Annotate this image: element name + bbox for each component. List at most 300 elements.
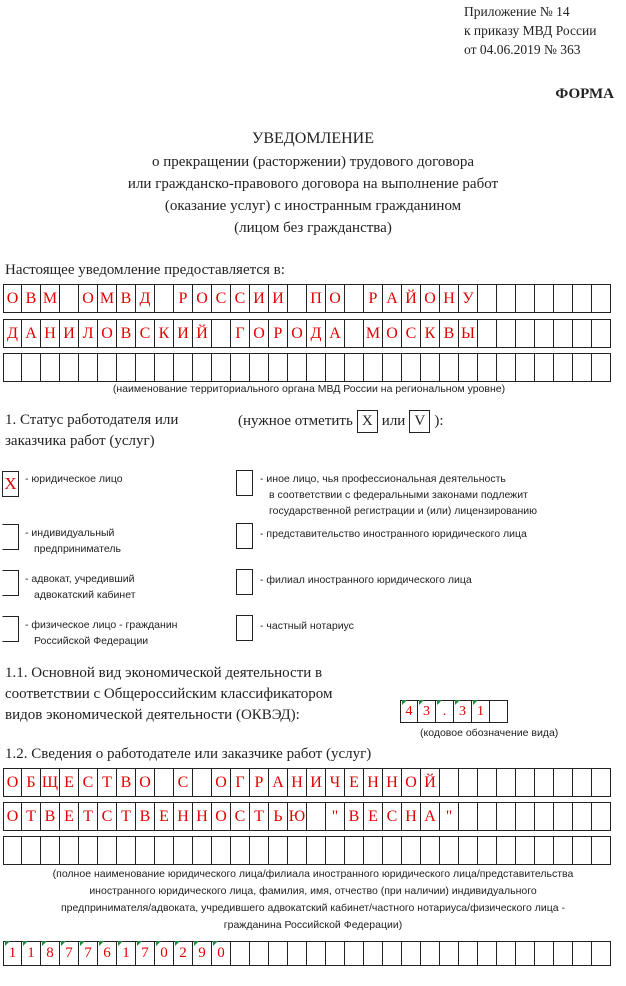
title-main: УВЕДОМЛЕНИЕ: [252, 130, 374, 147]
option-branch: - филиал иностранного юридического лица: [260, 574, 472, 586]
cell-marker: [194, 941, 199, 946]
char-cell[interactable]: 1: [3, 941, 22, 966]
cell-marker: [175, 941, 180, 946]
char-cell[interactable]: 0: [212, 941, 231, 966]
char-cell[interactable]: С: [402, 319, 421, 348]
cell-marker: [455, 700, 460, 705]
char-cell[interactable]: [402, 941, 421, 966]
char-cell[interactable]: [573, 836, 592, 865]
char-cell[interactable]: [554, 768, 573, 797]
char-cell[interactable]: [345, 836, 364, 865]
char-cell[interactable]: [307, 836, 326, 865]
char-cell[interactable]: [402, 836, 421, 865]
char-cell[interactable]: [573, 319, 592, 348]
appendix-label: [464, 2, 596, 59]
char-cell[interactable]: [307, 941, 326, 966]
char-cell[interactable]: [288, 284, 307, 313]
char-cell[interactable]: [155, 353, 174, 382]
char-cell[interactable]: К: [155, 319, 174, 348]
option-lawyer-line-1: - адвокат, учредивший: [25, 573, 135, 585]
char-cell[interactable]: [231, 836, 250, 865]
char-cell[interactable]: Г: [231, 319, 250, 348]
char-cell[interactable]: О: [3, 802, 22, 831]
char-cell[interactable]: [136, 353, 155, 382]
char-cell[interactable]: [459, 353, 478, 382]
employer-caption-line-3: предпринимателя/адвоката, учредившего адвокатский кабинет/частного нотариуса/физического лица -: [61, 902, 565, 914]
okved-label: [5, 663, 332, 726]
cell-marker: [118, 941, 123, 946]
char-cell[interactable]: 2: [174, 941, 193, 966]
char-cell[interactable]: [250, 941, 269, 966]
char-cell[interactable]: Е: [345, 768, 364, 797]
char-cell[interactable]: [478, 768, 497, 797]
char-cell[interactable]: Ь: [269, 802, 288, 831]
employer-caption-line-1: (полное наименование юридического лица/филиала иностранного юридического лица/представительства: [52, 868, 574, 880]
char-cell[interactable]: Ю: [288, 802, 307, 831]
char-cell[interactable]: [345, 319, 364, 348]
char-cell[interactable]: [269, 836, 288, 865]
char-cell[interactable]: О: [98, 319, 117, 348]
char-cell[interactable]: О: [212, 802, 231, 831]
char-cell[interactable]: [478, 353, 497, 382]
checkbox-other-person[interactable]: [236, 470, 253, 496]
char-cell[interactable]: Н: [440, 284, 459, 313]
employer-row-3[interactable]: [3, 836, 611, 865]
option-lawyer-line-2: адвокатский кабинет: [34, 589, 136, 601]
char-cell[interactable]: [516, 319, 535, 348]
char-cell[interactable]: [478, 284, 497, 313]
char-cell[interactable]: [3, 353, 22, 382]
char-cell[interactable]: [478, 319, 497, 348]
char-cell[interactable]: И: [307, 768, 326, 797]
option-legal-entity: - юридическое лицо: [25, 473, 123, 485]
title-sub-3: (оказание услуг) с иностранным гражданином: [164, 198, 462, 214]
char-cell[interactable]: В: [117, 319, 136, 348]
char-cell[interactable]: А: [269, 768, 288, 797]
title-sub-4: (лицом без гражданства): [234, 220, 392, 236]
char-cell[interactable]: О: [250, 319, 269, 348]
recipient-label: Настоящее уведомление предоставляется в:: [5, 262, 285, 278]
employer-caption-line-2: иностранного юридического лица, фамилия, имя, отчество (при наличии) индивидуального: [89, 885, 537, 897]
mark-x-example: X: [357, 410, 378, 433]
cell-marker: [99, 941, 104, 946]
char-cell[interactable]: [269, 353, 288, 382]
char-cell[interactable]: [554, 319, 573, 348]
char-cell[interactable]: [98, 836, 117, 865]
char-cell[interactable]: Е: [60, 802, 79, 831]
char-cell[interactable]: С: [136, 319, 155, 348]
char-cell[interactable]: [3, 836, 22, 865]
recipient-row-3[interactable]: [3, 353, 611, 382]
option-entrepreneur-line-1: - индивидуальный: [25, 527, 115, 539]
char-cell[interactable]: А: [421, 802, 440, 831]
char-cell[interactable]: В: [41, 802, 60, 831]
char-cell[interactable]: [193, 768, 212, 797]
char-cell[interactable]: [573, 353, 592, 382]
okved-caption: (кодовое обозначение вида): [420, 727, 559, 739]
char-cell[interactable]: [478, 802, 497, 831]
char-cell[interactable]: [136, 836, 155, 865]
inn-cells[interactable]: [3, 941, 611, 966]
char-cell[interactable]: [421, 941, 440, 966]
char-cell[interactable]: [497, 802, 516, 831]
appendix-line-3: от 04.06.2019 № 363: [464, 42, 581, 57]
appendix-line-1: Приложение № 14: [464, 4, 570, 19]
char-cell[interactable]: И: [60, 319, 79, 348]
checkbox-notary[interactable]: [236, 615, 253, 641]
char-cell[interactable]: [117, 836, 136, 865]
mark-v-example: V: [409, 410, 430, 433]
char-cell[interactable]: [231, 941, 250, 966]
char-cell[interactable]: Н: [383, 768, 402, 797]
char-cell[interactable]: О: [212, 768, 231, 797]
char-cell[interactable]: [250, 836, 269, 865]
char-cell[interactable]: 7: [79, 941, 98, 966]
char-cell[interactable]: 8: [41, 941, 60, 966]
cell-marker: [419, 700, 424, 705]
char-cell[interactable]: [535, 802, 554, 831]
char-cell[interactable]: [117, 353, 136, 382]
char-cell[interactable]: Т: [250, 802, 269, 831]
char-cell[interactable]: [79, 353, 98, 382]
char-cell[interactable]: [307, 802, 326, 831]
char-cell[interactable]: В: [136, 802, 155, 831]
char-cell[interactable]: [516, 353, 535, 382]
char-cell[interactable]: [592, 353, 611, 382]
char-cell[interactable]: [573, 768, 592, 797]
char-cell[interactable]: 9: [193, 941, 212, 966]
char-cell[interactable]: [490, 700, 508, 723]
char-cell[interactable]: М: [41, 284, 60, 313]
char-cell[interactable]: [421, 353, 440, 382]
char-cell[interactable]: В: [440, 319, 459, 348]
char-cell[interactable]: [383, 353, 402, 382]
char-cell[interactable]: С: [231, 284, 250, 313]
char-cell[interactable]: С: [79, 768, 98, 797]
cell-marker: [402, 700, 407, 705]
cell-marker: [137, 941, 142, 946]
char-cell[interactable]: О: [3, 284, 22, 313]
char-cell[interactable]: [60, 836, 79, 865]
char-cell[interactable]: [60, 284, 79, 313]
char-cell[interactable]: 4: [400, 700, 418, 723]
char-cell[interactable]: О: [421, 284, 440, 313]
char-cell[interactable]: [193, 353, 212, 382]
char-cell[interactable]: [41, 836, 60, 865]
char-cell[interactable]: [98, 353, 117, 382]
char-cell[interactable]: [516, 284, 535, 313]
char-cell[interactable]: П: [307, 284, 326, 313]
char-cell[interactable]: Т: [117, 802, 136, 831]
char-cell[interactable]: С: [174, 768, 193, 797]
cell-marker: [23, 941, 28, 946]
char-cell[interactable]: [497, 768, 516, 797]
char-cell[interactable]: [592, 319, 611, 348]
char-cell[interactable]: Й: [421, 768, 440, 797]
char-cell[interactable]: К: [421, 319, 440, 348]
title-sub-2: или гражданско-правового договора на выполнение работ: [127, 176, 499, 192]
checkbox-individual[interactable]: [2, 616, 19, 642]
checkbox-legal-entity[interactable]: X: [2, 471, 19, 497]
char-cell[interactable]: [535, 941, 554, 966]
char-cell[interactable]: [174, 353, 193, 382]
char-cell[interactable]: 1: [472, 700, 490, 723]
document-title: [0, 127, 626, 239]
char-cell[interactable]: О: [3, 768, 22, 797]
char-cell[interactable]: С: [383, 802, 402, 831]
char-cell[interactable]: [459, 836, 478, 865]
char-cell[interactable]: Т: [98, 768, 117, 797]
char-cell[interactable]: [250, 353, 269, 382]
char-cell[interactable]: [440, 353, 459, 382]
char-cell[interactable]: [497, 353, 516, 382]
char-cell[interactable]: [326, 941, 345, 966]
char-cell[interactable]: [592, 284, 611, 313]
char-cell[interactable]: [288, 836, 307, 865]
char-cell[interactable]: [535, 284, 554, 313]
char-cell[interactable]: Г: [231, 768, 250, 797]
char-cell[interactable]: [193, 836, 212, 865]
char-cell[interactable]: Е: [364, 802, 383, 831]
char-cell[interactable]: И: [269, 284, 288, 313]
char-cell[interactable]: [383, 836, 402, 865]
option-entrepreneur-line-2: предприниматель: [34, 543, 121, 555]
okved-code-cells[interactable]: [400, 700, 508, 723]
char-cell[interactable]: И: [174, 319, 193, 348]
char-cell[interactable]: Р: [250, 768, 269, 797]
checkbox-entrepreneur[interactable]: [2, 524, 19, 550]
char-cell[interactable]: Е: [155, 802, 174, 831]
char-cell[interactable]: О: [383, 319, 402, 348]
char-cell[interactable]: [459, 941, 478, 966]
employer-title: 1.2. Сведения о работодателе или заказчике работ (услуг): [5, 746, 372, 762]
char-cell[interactable]: Н: [174, 802, 193, 831]
char-cell[interactable]: [478, 941, 497, 966]
char-cell[interactable]: [41, 353, 60, 382]
char-cell[interactable]: [22, 353, 41, 382]
char-cell[interactable]: О: [136, 768, 155, 797]
char-cell[interactable]: В: [345, 802, 364, 831]
char-cell[interactable]: [516, 802, 535, 831]
char-cell[interactable]: Й: [193, 319, 212, 348]
char-cell[interactable]: [288, 941, 307, 966]
char-cell[interactable]: [155, 836, 174, 865]
char-cell[interactable]: Л: [79, 319, 98, 348]
recipient-row-1[interactable]: [3, 284, 611, 313]
char-cell[interactable]: [592, 802, 611, 831]
char-cell[interactable]: [573, 802, 592, 831]
cell-marker: [437, 700, 442, 705]
char-cell[interactable]: Р: [364, 284, 383, 313]
char-cell[interactable]: В: [117, 768, 136, 797]
char-cell[interactable]: [307, 353, 326, 382]
char-cell[interactable]: [364, 353, 383, 382]
char-cell[interactable]: ": [440, 802, 459, 831]
char-cell[interactable]: Д: [3, 319, 22, 348]
char-cell[interactable]: О: [288, 319, 307, 348]
char-cell[interactable]: Р: [269, 319, 288, 348]
char-cell[interactable]: [383, 941, 402, 966]
char-cell[interactable]: [535, 353, 554, 382]
option-other-line-3: государственной регистрации и (или) лицензированию: [269, 505, 538, 517]
checkbox-representation[interactable]: [236, 523, 253, 549]
char-cell[interactable]: .: [436, 700, 454, 723]
char-cell[interactable]: С: [231, 802, 250, 831]
char-cell[interactable]: 0: [155, 941, 174, 966]
employer-row-2[interactable]: [3, 802, 611, 831]
char-cell[interactable]: [402, 353, 421, 382]
char-cell[interactable]: Н: [364, 768, 383, 797]
char-cell[interactable]: У: [459, 284, 478, 313]
char-cell[interactable]: [364, 836, 383, 865]
char-cell[interactable]: А: [383, 284, 402, 313]
char-cell[interactable]: [592, 768, 611, 797]
char-cell[interactable]: [497, 284, 516, 313]
char-cell[interactable]: [497, 836, 516, 865]
char-cell[interactable]: [421, 836, 440, 865]
employer-caption: [0, 866, 626, 934]
char-cell[interactable]: [345, 284, 364, 313]
char-cell[interactable]: [79, 836, 98, 865]
char-cell[interactable]: [288, 353, 307, 382]
char-cell[interactable]: Й: [402, 284, 421, 313]
char-cell[interactable]: [155, 284, 174, 313]
char-cell[interactable]: [554, 284, 573, 313]
char-cell[interactable]: [326, 836, 345, 865]
option-individual-line-1: - физическое лицо - гражданин: [25, 619, 178, 631]
char-cell[interactable]: М: [364, 319, 383, 348]
cell-marker: [5, 941, 10, 946]
char-cell[interactable]: Д: [136, 284, 155, 313]
option-notary: - частный нотариус: [260, 620, 354, 632]
char-cell[interactable]: [535, 836, 554, 865]
char-cell[interactable]: Ы: [459, 319, 478, 348]
cell-marker: [61, 941, 66, 946]
status-title: [5, 410, 178, 452]
checkbox-branch[interactable]: [236, 569, 253, 595]
char-cell[interactable]: В: [22, 284, 41, 313]
char-cell[interactable]: [554, 941, 573, 966]
char-cell[interactable]: Щ: [41, 768, 60, 797]
cell-marker: [213, 941, 218, 946]
char-cell[interactable]: [212, 319, 231, 348]
char-cell[interactable]: [535, 319, 554, 348]
char-cell[interactable]: Р: [174, 284, 193, 313]
status-note: [238, 410, 444, 433]
form-label: ФОРМА: [555, 86, 614, 102]
char-cell[interactable]: О: [326, 284, 345, 313]
employer-row-1[interactable]: [3, 768, 611, 797]
char-cell[interactable]: Н: [288, 768, 307, 797]
char-cell[interactable]: [592, 836, 611, 865]
employer-caption-line-4: гражданина Российской Федерации): [223, 919, 403, 931]
char-cell[interactable]: 3: [454, 700, 472, 723]
char-cell[interactable]: [478, 836, 497, 865]
char-cell[interactable]: О: [402, 768, 421, 797]
char-cell[interactable]: [554, 802, 573, 831]
char-cell[interactable]: [497, 319, 516, 348]
char-cell[interactable]: О: [193, 284, 212, 313]
char-cell[interactable]: [345, 941, 364, 966]
char-cell[interactable]: [212, 353, 231, 382]
char-cell[interactable]: М: [98, 284, 117, 313]
char-cell[interactable]: [212, 836, 231, 865]
status-note-suffix: ):: [434, 413, 444, 429]
char-cell[interactable]: [573, 284, 592, 313]
char-cell[interactable]: Н: [41, 319, 60, 348]
char-cell[interactable]: [440, 941, 459, 966]
char-cell[interactable]: [155, 768, 174, 797]
char-cell[interactable]: [459, 802, 478, 831]
char-cell[interactable]: [554, 353, 573, 382]
char-cell[interactable]: [440, 836, 459, 865]
char-cell[interactable]: ": [326, 802, 345, 831]
status-title-line-2: заказчика работ (услуг): [5, 433, 155, 449]
status-note-or: или: [381, 413, 406, 429]
char-cell[interactable]: Ч: [326, 768, 345, 797]
char-cell[interactable]: Н: [402, 802, 421, 831]
char-cell[interactable]: [459, 768, 478, 797]
char-cell[interactable]: С: [212, 284, 231, 313]
recipient-caption: (наименование территориального органа МВД России на региональном уровне): [112, 383, 506, 395]
char-cell[interactable]: 6: [98, 941, 117, 966]
char-cell[interactable]: [364, 941, 383, 966]
char-cell[interactable]: О: [79, 284, 98, 313]
char-cell[interactable]: [60, 353, 79, 382]
okved-line-2: соответствии с Общероссийским классификатором: [5, 686, 333, 702]
option-representation: - представительство иностранного юридического лица: [260, 528, 527, 540]
char-cell[interactable]: [535, 768, 554, 797]
char-cell[interactable]: [554, 836, 573, 865]
status-title-line-1: 1. Статус работодателя или: [5, 412, 179, 428]
char-cell[interactable]: А: [326, 319, 345, 348]
char-cell[interactable]: [231, 353, 250, 382]
char-cell[interactable]: 1: [117, 941, 136, 966]
char-cell[interactable]: [269, 941, 288, 966]
char-cell[interactable]: 1: [22, 941, 41, 966]
char-cell[interactable]: 7: [136, 941, 155, 966]
char-cell[interactable]: Е: [60, 768, 79, 797]
option-entrepreneur: [25, 525, 121, 557]
char-cell[interactable]: [516, 941, 535, 966]
title-sub-1: о прекращении (расторжении) трудового договора: [151, 154, 475, 170]
char-cell[interactable]: [174, 836, 193, 865]
option-other-line-2: в соответствии с федеральными законами подлежит: [269, 489, 528, 501]
char-cell[interactable]: В: [117, 284, 136, 313]
char-cell[interactable]: С: [98, 802, 117, 831]
char-cell[interactable]: [573, 941, 592, 966]
char-cell[interactable]: А: [22, 319, 41, 348]
char-cell[interactable]: 3: [418, 700, 436, 723]
char-cell[interactable]: [440, 768, 459, 797]
recipient-row-2[interactable]: [3, 319, 611, 348]
char-cell[interactable]: Т: [22, 802, 41, 831]
char-cell[interactable]: [497, 941, 516, 966]
char-cell[interactable]: [516, 768, 535, 797]
char-cell[interactable]: [592, 941, 611, 966]
char-cell[interactable]: [22, 836, 41, 865]
char-cell[interactable]: [516, 836, 535, 865]
char-cell[interactable]: И: [250, 284, 269, 313]
char-cell[interactable]: [326, 353, 345, 382]
char-cell[interactable]: Д: [307, 319, 326, 348]
char-cell[interactable]: [345, 353, 364, 382]
char-cell[interactable]: Н: [193, 802, 212, 831]
checkbox-lawyer[interactable]: [2, 570, 19, 596]
char-cell[interactable]: Б: [22, 768, 41, 797]
char-cell[interactable]: 7: [60, 941, 79, 966]
char-cell[interactable]: Т: [79, 802, 98, 831]
